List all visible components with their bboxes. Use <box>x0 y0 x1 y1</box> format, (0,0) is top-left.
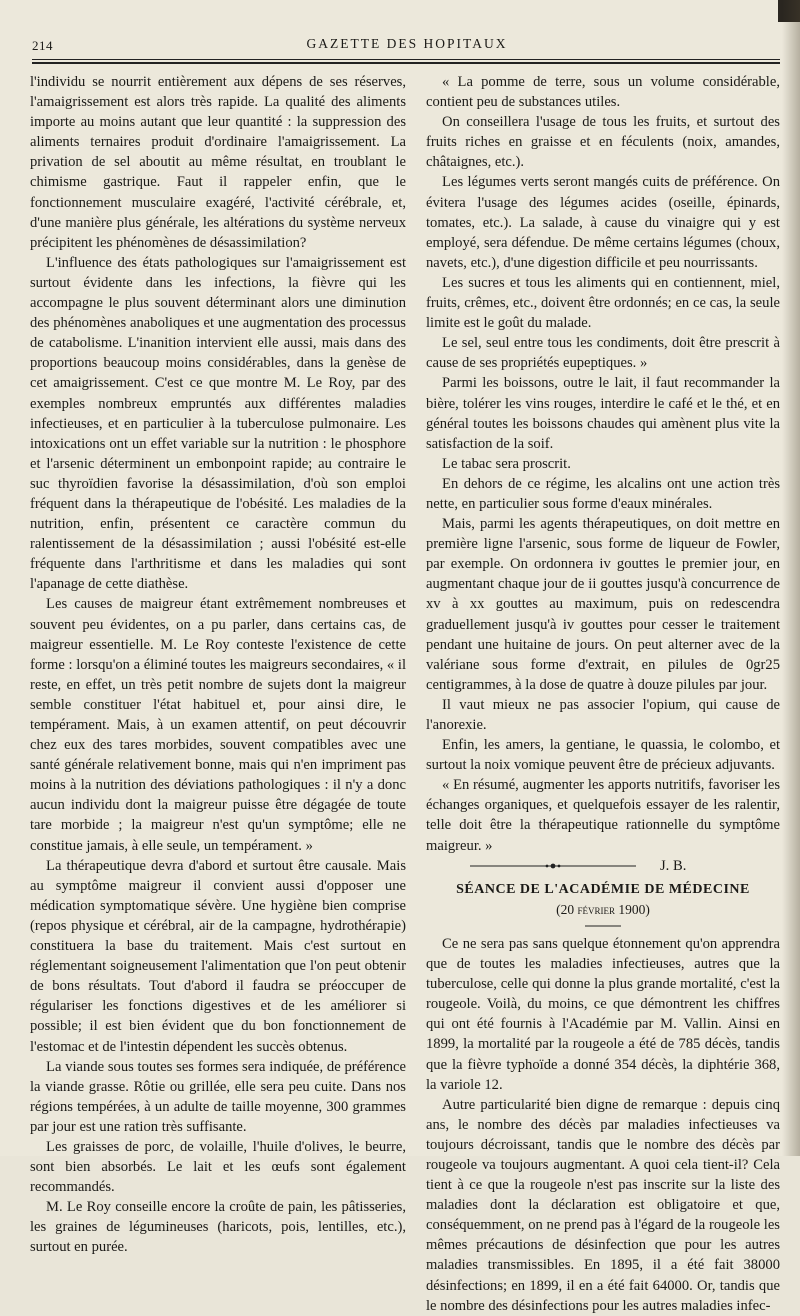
paragraph: Autre particularité bien digne de remarque : depuis cinq ans, le nombre des décès par maladies infectieuses va toujours décroissant, tandis que le nombre des décès par rougeole va toujours augmentant. A quoi cela tient-il? Cela tient à ce que la rougeole n'est pas inscrite sur la liste des maladies dont la déclaration est obligatoire et que, conséquemment, on ne prend pas à l'égard de la rougeole les mêmes précautions de désinfection que pour les autres maladies transmissibles. En 1895, il a été fait 38000 désinfections; en 1899, il en a été fait 64000. Or, tandis que le nombre des désinfections pour les autres maladies infec- <box>426 1096 780 1314</box>
short-divider <box>583 922 623 930</box>
signature-line <box>426 856 780 876</box>
paragraph: En dehors de ce régime, les alcalins ont une action très nette, en particulier sous forme d'eaux minérales. <box>426 475 780 512</box>
paragraph: Les graisses de porc, de volaille, l'huile d'olives, le beurre, sont bien absorbés. Le lait et les œufs sont également recommandés. <box>30 1138 406 1196</box>
author-signature: J. B. <box>660 857 687 874</box>
page-edge-shading <box>782 0 800 1156</box>
paragraph: La thérapeutique devra d'abord et surtout être causale. Mais au symptôme maigreur il convient aussi d'opposer une médication symptomatique sévère. Une hygiène bien comprise (repos physique et cérébral, air de la campagne, hydrothérapie) constituera la base du traitement. Mais c'est surtout en réglementant soigneusement l'alimentation que l'on peut obtenir de bons résultats. Tout d'abord il faudra se préoccuper de régulariser les fonctions digestives et de les améliorer si possible; il est bien évident que du bon fonctionnement de l'estomac et de l'intestin dépendent les succès obtenus. <box>30 857 406 1055</box>
paragraph: Le tabac sera proscrit. <box>442 455 571 472</box>
paragraph: Enfin, les amers, la gentiane, le quassia, le colombo, et surtout la noix vomique peuvent être de précieux adjuvants. <box>426 737 780 774</box>
paragraph: Il vaut mieux ne pas associer l'opium, qui cause de l'anorexie. <box>426 696 780 733</box>
paragraph: M. Le Roy conseille encore la croûte de pain, les pâtisseries, les graines de légumineuses (haricots, pois, lentilles, etc.), surtout en purée. <box>30 1199 406 1256</box>
paragraph: l'individu se nourrit entièrement aux dépens de ses réserves, l'amaigrissement est alors très rapide. La qualité des aliments importe au moins autant que leur quantité : la suppression des aliments ternaires produit d'ordinaire l'amaigrissement. La privation de sel aboutit au même résultat, en troublant le chimisme gastrique. Faut il rappeler enfin, que le fonctionnement musculaire exagéré, l'activité cérébrale, et, d'une manière plus générale, les altérations du système nerveux précipitent les phénomènes de désassimilation? <box>30 74 406 251</box>
header-rule-thick <box>32 62 780 64</box>
right-column <box>426 72 780 1316</box>
page-number: 214 <box>32 38 53 53</box>
paragraph: On conseillera l'usage de tous les fruits, et surtout des fruits riches en graisse et en féculents (noix, amandes, châtaignes, etc.). <box>426 114 780 171</box>
paragraph: Mais, parmi les agents thérapeutiques, on doit mettre en première ligne l'arsenic, sous forme de liqueur de Fowler, par exemple. On ordonnera iv gouttes le premier jour, en augmentant chaque jour de ii gouttes jusqu'à concurrence de xv à xx gouttes au maximum, puis on redescendra graduellement jusqu'à iv gouttes pour cesser le traitement pendant une huitaine de jours. On peut alterner avec de la valériane sous forme d'extrait, en pilules de 0gr25 centigrammes, à la dose de quatre à douze pilules par jour. <box>426 516 780 693</box>
header-rule-thin <box>32 59 780 60</box>
paragraph: « La pomme de terre, sous un volume considérable, contient peu de substances utiles. <box>426 74 780 111</box>
ornament-divider <box>426 860 652 872</box>
section-date <box>426 900 780 920</box>
paragraph: L'influence des états pathologiques sur l'amaigrissement est surtout évidente dans les infections, la fièvre qui les accompagne le plus souvent déterminant alors une diminution des phénomènes anaboliques et une augmentation des processus de catabolisme. L'inanition intervient elle aussi, mais dans des proportions beaucoup moins considérables, dans la genèse de cet amaigrissement. C'est ce que montre M. Le Roy, par des exemples nombreux empruntés aux différentes maladies infectieuses, et en particulier à la tuberculose pulmonaire. Les intoxications ont un effet variable sur la nutrition : le phosphore et l'arsenic déterminent un embonpoint rapide; au contraire le suc thyroïdien favorise la désassimilation, d'où son emploi fréquent dans la thérapeutique de l'obésité. Les maladies de la nutrition, enfin, présentent ce caractère commun du ralentissement de la désassimilation ; aussi l'obésité est-elle fréquente dans l'arthritisme et dans les maladies qui sont l'apanage de cette diathèse. <box>30 254 406 593</box>
section-date-close: 1900) <box>615 901 650 917</box>
paragraph: Les causes de maigreur étant extrêmement nombreuses et souvent peu évidentes, on a pu parler, dans certains cas, de maigreur essentielle. M. Le Roy conteste l'existence de cette forme : lorsqu'on a éliminé toutes les maigreurs secondaires, « il reste, en effet, un très petit nombre de sujets dont la maigreur semble constituer l'état habituel et, pour ainsi dire, le tempérament. Mais, à un examen attentif, on peut découvrir chez eux des tares morbides, souvent compatibles avec une santé générale relativement bonne, mais qui n'en impriment pas moins à la nutrition des déviations pathologiques : il n'y a donc aucun individu dont la maigreur puisse être dégagée de toute tare morbide ; la maigreur n'est qu'un symptôme; elle ne constitue jamais, à elle seule, un tempérament. » <box>30 596 406 854</box>
paragraph: La viande sous toutes ses formes sera indiquée, de préférence la viande grasse. Rôtie ou grillée, elle sera peu cuite. Dans nos régions tempérées, à un adulte de taille moyenne, 300 grammes par jour est une ration très suffisante. <box>30 1058 406 1135</box>
paragraph: Parmi les boissons, outre le lait, il faut recommander la bière, tolérer les vins rouges, interdire le café et le thé, et en général toutes les boissons chaudes qui amènent plus vite la satisfaction de la soif. <box>426 375 780 452</box>
paragraph: « En résumé, augmenter les apports nutritifs, favoriser les échanges organiques, et quelquefois essayer de les ralentir, telle doit être la thérapeutique rationnelle du symptôme maigreur. » <box>426 777 780 854</box>
paragraph: Les sucres et tous les aliments qui en contiennent, miel, fruits, crêmes, etc., doivent être ordonnés; en ce cas, la seule limite est le goût du malade. <box>426 274 780 332</box>
left-column <box>30 72 406 1258</box>
paragraph: Le sel, seul entre tous les condiments, doit être prescrit à cause de ses propriétés eupeptiques. » <box>426 335 780 372</box>
section-title: SÉANCE DE L'ACADÉMIE DE MÉDECINE <box>456 881 750 897</box>
running-title: GAZETTE DES HOPITAUX <box>306 36 508 51</box>
section-date-open: (20 <box>556 901 578 917</box>
paragraph: Les légumes verts seront mangés cuits de préférence. On évitera l'usage des légumes acides (oseille, épinards, tomates, etc.). La salade, à cause du vinaigre qui y est employé, sera défendue. De même certains légumes (choux, navets, etc.), d'une digestion difficile et peu nourrissants. <box>426 174 780 271</box>
page-header <box>32 36 782 56</box>
section-date-month: février <box>577 901 615 917</box>
paragraph: Ce ne sera pas sans quelque étonnement qu'on apprendra que de toutes les maladies infectieuses, autres que la tuberculose, celle qui donne la plus grande mortalité, c'est la rougeole. Voilà, du moins, ce que démontrent les chiffres qui ont été fournis à l'Académie par M. Vallin. Ainsi en 1899, la mortalité par la rougeole a été de 785 décès, tandis que la fièvre typhoïde a donné 354 décès, la diphtérie 368, la variole 12. <box>426 935 780 1093</box>
